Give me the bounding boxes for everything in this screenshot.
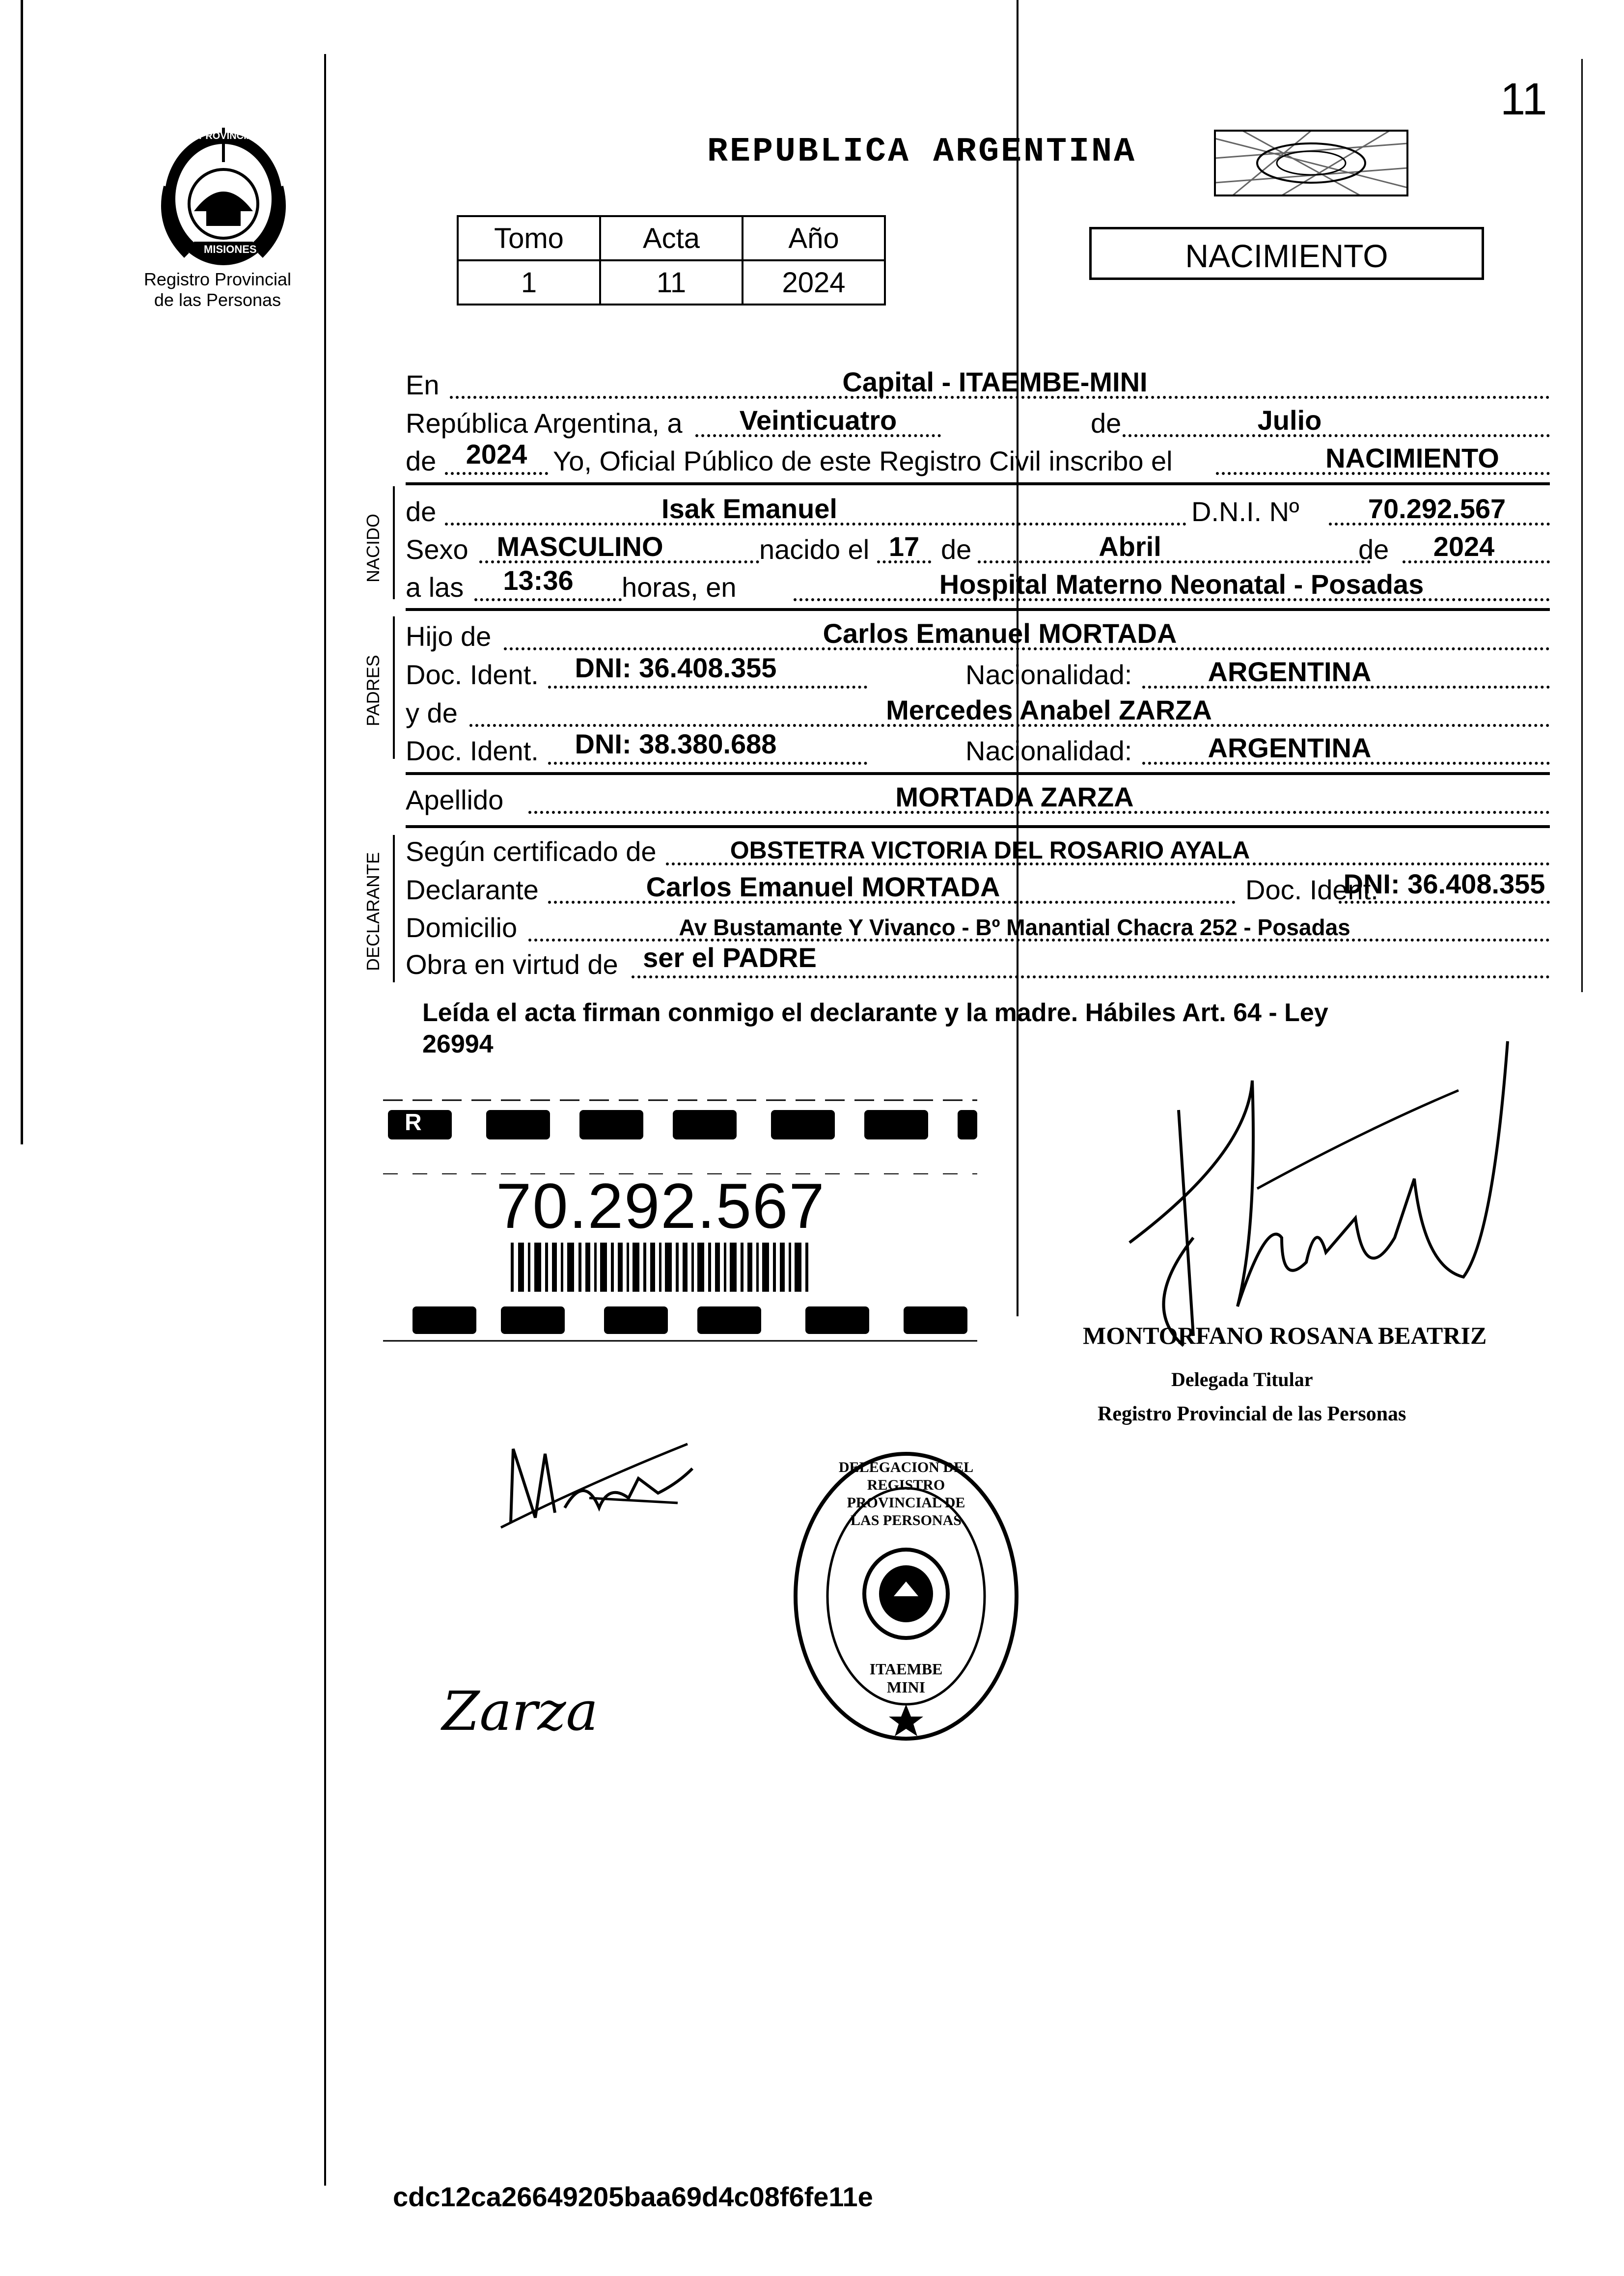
closing-line1: Leída el acta firman conmigo el declarante y la madre. Hábiles Art. 64 - Ley xyxy=(422,999,1328,1027)
nacido-bracket xyxy=(393,486,395,599)
province-logo xyxy=(147,113,300,270)
child-name: Isak Emanuel xyxy=(661,493,837,524)
birth-place: Hospital Materno Neonatal - Posadas xyxy=(939,569,1424,600)
label-horas: horas, en xyxy=(622,572,737,603)
page-number: 11 xyxy=(1500,74,1547,124)
label-decl: Declarante xyxy=(406,874,539,905)
label-yo: Yo, Oficial Público de este Registro Civil inscribo el xyxy=(553,445,1173,476)
label-dni: D.N.I. Nº xyxy=(1191,496,1299,527)
margin-line-right xyxy=(1581,59,1583,992)
label-cert: Según certificado de xyxy=(406,836,657,867)
section-nacido-label: NACIDO xyxy=(363,514,383,583)
logo-top-text: PROVINCIA DE xyxy=(199,131,270,141)
section-padres-label: PADRES xyxy=(363,655,383,726)
registry-label-line2: de las Personas xyxy=(154,290,281,310)
label-sexo: Sexo xyxy=(406,534,468,565)
section-declarante-label: DECLARANTE xyxy=(363,852,383,971)
row-reason xyxy=(406,942,1550,982)
day-value: Veinticuatro xyxy=(739,405,897,436)
padres-bracket xyxy=(393,616,395,759)
row-name xyxy=(406,495,1550,529)
birth-year: 2024 xyxy=(1433,531,1495,562)
label-nacido: nacido el xyxy=(759,534,870,565)
mother-name: Mercedes Anabel ZARZA xyxy=(886,694,1212,725)
label-de-name: de xyxy=(406,496,437,527)
label-doc-decl: Doc. Ident. xyxy=(1245,874,1378,905)
row-time xyxy=(406,565,1550,605)
divider-2 xyxy=(406,608,1550,611)
label-de-year: de xyxy=(1358,534,1389,565)
label-doc-mother: Doc. Ident. xyxy=(406,735,539,766)
label-alas: a las xyxy=(406,572,464,603)
margin-line-inner xyxy=(324,54,326,2186)
security-hologram xyxy=(1213,129,1409,197)
label-yde: y de xyxy=(406,697,458,728)
anio-header: Año xyxy=(743,216,885,260)
logo-bottom-text: MISIONES xyxy=(204,243,257,255)
surname-value: MORTADA ZARZA xyxy=(895,781,1134,812)
tomo-value: 1 xyxy=(458,260,600,305)
officer-title: Delegada Titular xyxy=(1171,1368,1313,1390)
father-nationality: ARGENTINA xyxy=(1208,656,1372,687)
label-nac-mother: Nacionalidad: xyxy=(965,735,1132,766)
row-surname xyxy=(406,783,1550,818)
mother-doc: DNI: 38.380.688 xyxy=(575,728,777,759)
officer-office: Registro Provincial de las Personas xyxy=(1098,1403,1406,1425)
anio-value: 2024 xyxy=(743,260,885,305)
divider-3 xyxy=(406,772,1550,775)
registry-label xyxy=(127,269,308,310)
row-father xyxy=(406,620,1550,654)
label-en: En xyxy=(406,369,440,400)
row-father-doc xyxy=(406,652,1550,693)
label-republica: República Argentina, a xyxy=(406,408,683,439)
row-year xyxy=(406,439,1550,479)
document-hash: cdc12ca26649205baa69d4c08f6fe11e xyxy=(393,2181,873,2212)
tomo-header: Tomo xyxy=(458,216,600,260)
mother-signature: Zarza xyxy=(442,1680,599,1743)
registry-seal xyxy=(791,1449,1021,1744)
registry-label-line1: Registro Provincial xyxy=(143,269,292,289)
sex-value: MASCULINO xyxy=(496,531,663,562)
label-doc-father: Doc. Ident. xyxy=(406,659,539,690)
acta-header: Acta xyxy=(600,216,743,260)
place-value: Capital - ITAEMBE-MINI xyxy=(842,366,1148,397)
row-mother xyxy=(406,696,1550,731)
divider-1 xyxy=(406,482,1550,485)
row-date xyxy=(406,407,1550,441)
row-mother-doc xyxy=(406,728,1550,769)
label-obra: Obra en virtud de xyxy=(406,949,618,980)
row-sex xyxy=(406,533,1550,567)
row-declarant xyxy=(406,868,1550,908)
acta-value: 11 xyxy=(600,260,743,305)
divider-4 xyxy=(406,825,1550,828)
volume-table xyxy=(457,215,886,305)
margin-line-left xyxy=(21,0,23,1144)
reason-value: ser el PADRE xyxy=(643,942,817,973)
father-name: Carlos Emanuel MORTADA xyxy=(823,618,1177,649)
officer-name: MONTORFANO ROSANA BEATRIZ xyxy=(1083,1322,1487,1349)
label-de-month: de xyxy=(941,534,972,565)
label-de: de xyxy=(1091,408,1122,439)
seal-center-text: ITAEMBE MINI xyxy=(869,1660,943,1696)
father-doc: DNI: 36.408.355 xyxy=(575,652,777,683)
sticker-mark: R xyxy=(405,1110,422,1136)
birth-time: 13:36 xyxy=(503,565,574,596)
declarante-bracket xyxy=(393,835,395,982)
closing-line2: 26994 xyxy=(422,1030,494,1058)
month-value: Julio xyxy=(1257,405,1322,436)
mother-nationality: ARGENTINA xyxy=(1208,732,1372,763)
birth-day: 17 xyxy=(888,531,920,562)
child-dni: 70.292.567 xyxy=(1368,493,1506,524)
row-place xyxy=(406,368,1550,403)
birth-month: Abril xyxy=(1099,531,1161,562)
label-nac-father: Nacionalidad: xyxy=(965,659,1132,690)
officer-signature xyxy=(1120,1031,1513,1351)
declarant-signature xyxy=(491,1424,697,1542)
page-title: REPUBLICA ARGENTINA xyxy=(707,133,1137,171)
declarant-doc: DNI: 36.408.355 xyxy=(1343,868,1545,899)
event-value: NACIMIENTO xyxy=(1325,443,1499,473)
record-type-box: NACIMIENTO xyxy=(1089,227,1484,280)
sticker-id-number: 70.292.567 xyxy=(496,1170,826,1242)
row-certificate xyxy=(406,835,1550,869)
certificate-value: OBSTETRA VICTORIA DEL ROSARIO AYALA xyxy=(730,836,1250,864)
label-de2: de xyxy=(406,445,437,476)
address-value: Av Bustamante Y Vivanco - Bº Manantial Chacra 252 - Posadas xyxy=(679,915,1350,940)
seal-ring-text: DELEGACION DEL REGISTRO PROVINCIAL DE LAS PERSONAS xyxy=(838,1459,974,1528)
row-address xyxy=(406,911,1550,945)
declarant-name: Carlos Emanuel MORTADA xyxy=(646,871,1000,902)
label-dom: Domicilio xyxy=(406,912,518,943)
year-value: 2024 xyxy=(466,439,527,470)
label-hijo: Hijo de xyxy=(406,621,492,652)
label-apellido: Apellido xyxy=(406,784,504,815)
